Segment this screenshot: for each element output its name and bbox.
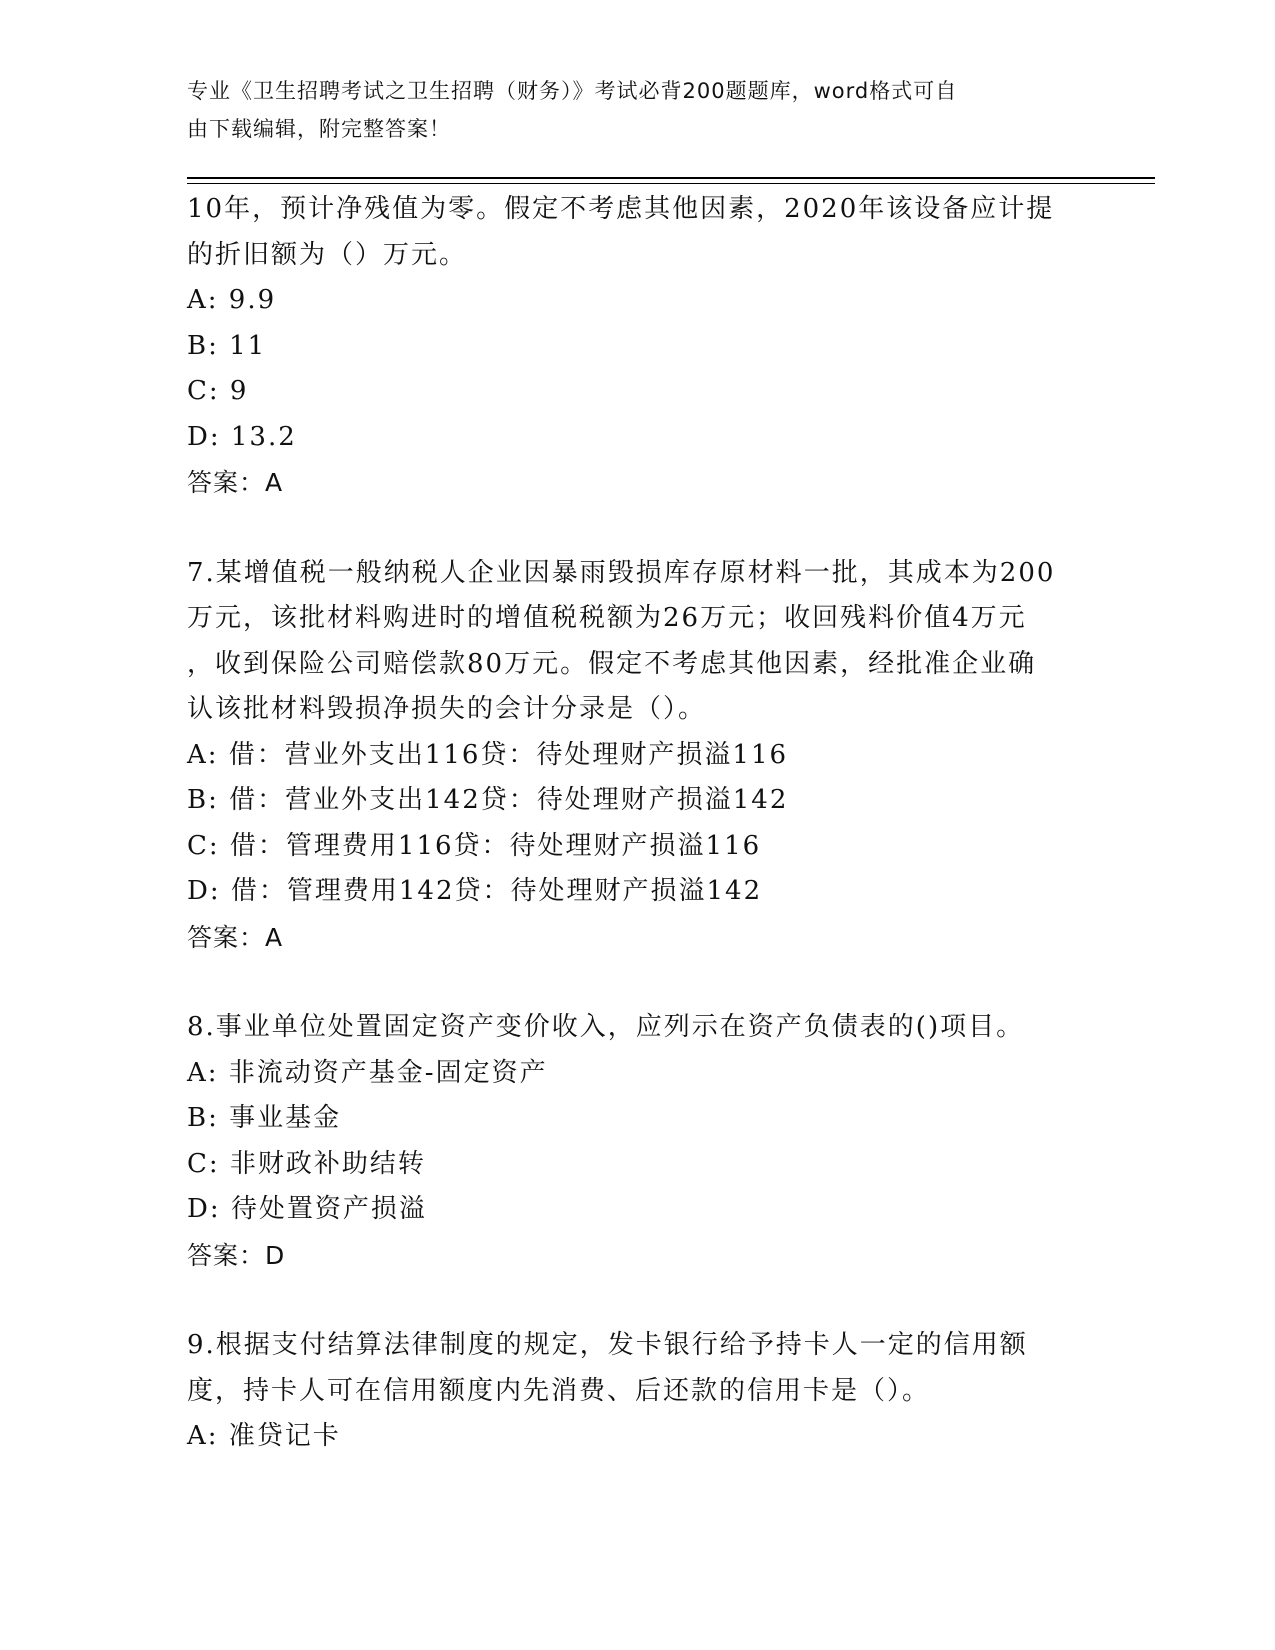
answer-label: 答案：D bbox=[187, 1240, 286, 1270]
option-b: B: 11 bbox=[187, 330, 267, 361]
question-stem-line: 的折旧额为（）万元。 bbox=[187, 239, 468, 270]
spacer bbox=[187, 960, 1087, 1005]
question-list bbox=[187, 187, 1087, 1460]
question-stem-line: 7.某增值税一般纳税人企业因暴雨毁损库存原材料一批，其成本为200 bbox=[187, 557, 1056, 588]
option-c: C: 借：管理费用116贷：待处理财产损溢116 bbox=[187, 830, 762, 861]
header-line-1: 专业《卫生招聘考试之卫生招聘（财务）》考试必背200题题库，word格式可自 bbox=[187, 79, 958, 103]
option-d: D: 借：管理费用142贷：待处理财产损溢142 bbox=[187, 876, 763, 906]
spacer bbox=[187, 1278, 1087, 1323]
option-a: A: 借：营业外支出116贷：待处理财产损溢116 bbox=[187, 739, 789, 770]
option-d: D: 待处置资产损溢 bbox=[187, 1194, 427, 1224]
question-continued bbox=[187, 187, 1087, 506]
header-divider-thin bbox=[187, 183, 1155, 184]
question-7 bbox=[187, 551, 1087, 961]
answer-label: 答案：A bbox=[187, 468, 284, 497]
question-8 bbox=[187, 1005, 1087, 1278]
question-stem-line: 万元，该批材料购进时的增值税税额为26万元；收回残料价值4万元 bbox=[187, 603, 1027, 633]
option-a: A: 非流动资产基金-固定资产 bbox=[187, 1057, 548, 1088]
question-stem-line: 9.根据支付结算法律制度的规定，发卡银行给予持卡人一定的信用额 bbox=[187, 1330, 1028, 1360]
option-b: B: 借：营业外支出142贷：待处理财产损溢142 bbox=[187, 785, 789, 815]
question-9 bbox=[187, 1323, 1087, 1460]
spacer bbox=[187, 506, 1087, 551]
option-d: D: 13.2 bbox=[187, 421, 297, 452]
option-c: C: 非财政补助结转 bbox=[187, 1148, 426, 1179]
option-b: B: 事业基金 bbox=[187, 1103, 342, 1133]
header-divider-thick bbox=[187, 177, 1155, 179]
question-stem-line: 10年，预计净残值为零。假定不考虑其他因素，2020年该设备应计提 bbox=[187, 194, 1055, 224]
question-stem-line: ，收到保险公司赔偿款80万元。假定不考虑其他因素，经批准企业确 bbox=[187, 648, 1037, 679]
question-stem-line: 8.事业单位处置固定资产变价收入，应列示在资产负债表的()项目。 bbox=[187, 1012, 1025, 1042]
answer-label: 答案：A bbox=[187, 922, 284, 952]
question-stem-line: 认该批材料毁损净损失的会计分录是（）。 bbox=[187, 694, 707, 724]
question-stem-line: 度，持卡人可在信用额度内先消费、后还款的信用卡是（）。 bbox=[187, 1375, 931, 1406]
header-line-2: 由下载编辑，附完整答案！ bbox=[187, 117, 451, 141]
option-a: A: 9.9 bbox=[187, 285, 277, 315]
option-c: C: 9 bbox=[187, 376, 249, 406]
option-a: A: 准贷记卡 bbox=[187, 1421, 341, 1451]
document-header bbox=[187, 72, 1067, 148]
